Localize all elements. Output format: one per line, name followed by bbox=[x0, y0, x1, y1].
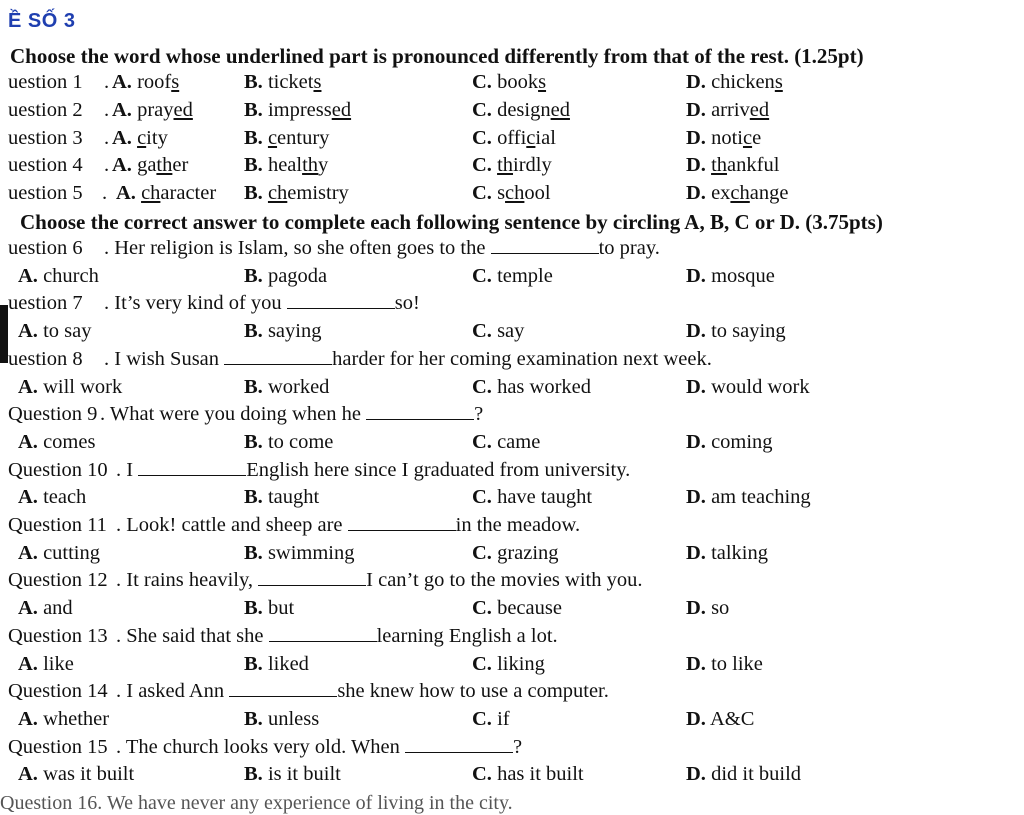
cut-off-question: Question 16. We have never any experience of living in the city. bbox=[0, 792, 513, 814]
question-number: Question 13 bbox=[8, 624, 108, 647]
option-letter: B. bbox=[244, 154, 263, 177]
option-text: am teaching bbox=[711, 486, 811, 509]
option-letter: B. bbox=[244, 71, 263, 93]
option-letter: B. bbox=[244, 375, 263, 398]
option-a[interactable] bbox=[116, 182, 216, 205]
option-text: worked bbox=[267, 375, 330, 398]
question-number: Question 9 bbox=[8, 403, 98, 426]
word-part: noti bbox=[711, 126, 743, 149]
option-text: was it built bbox=[43, 763, 135, 786]
answer-blank[interactable] bbox=[348, 514, 456, 531]
option-a[interactable] bbox=[18, 653, 74, 676]
option-text: would work bbox=[711, 375, 810, 398]
option-a[interactable] bbox=[18, 486, 86, 509]
underlined-part: c bbox=[526, 126, 536, 149]
option-letter: C. bbox=[472, 763, 492, 786]
sentence-after-blank: ? bbox=[513, 735, 523, 758]
option-b[interactable] bbox=[244, 320, 321, 343]
option-b[interactable] bbox=[244, 376, 329, 399]
option-letter: A. bbox=[112, 71, 132, 93]
option-letter: B. bbox=[244, 707, 263, 730]
option-b[interactable] bbox=[244, 597, 294, 620]
options-row bbox=[0, 376, 1024, 402]
word-part: design bbox=[497, 98, 551, 121]
section-1-heading: Choose the word whose underlined part is pronounced differently from that of the rest. (1.25pt) bbox=[10, 44, 864, 68]
word-part: book bbox=[497, 71, 539, 93]
option-text: church bbox=[43, 264, 99, 287]
question-row bbox=[0, 127, 1024, 153]
option-text: is it built bbox=[267, 763, 341, 786]
underlined-part: ch bbox=[505, 182, 525, 205]
option-c[interactable] bbox=[472, 265, 553, 288]
option-letter: B. bbox=[244, 182, 263, 205]
option-b[interactable] bbox=[244, 708, 319, 731]
option-letter: D. bbox=[686, 486, 706, 509]
option-c[interactable] bbox=[472, 376, 591, 399]
question-sentence: . It rains heavily, I can’t go to the movies with you. bbox=[116, 569, 643, 592]
underlined-part: ch bbox=[267, 182, 288, 205]
question-number: Question 12 bbox=[8, 569, 108, 592]
word-part: ga bbox=[137, 154, 157, 177]
option-c[interactable] bbox=[472, 182, 551, 205]
question-number: uestion 1 bbox=[8, 71, 83, 93]
option-d[interactable] bbox=[686, 653, 763, 676]
option-b[interactable] bbox=[244, 431, 333, 454]
options-row bbox=[0, 763, 1024, 789]
option-d[interactable] bbox=[686, 182, 788, 205]
option-d[interactable] bbox=[686, 486, 811, 509]
option-c[interactable] bbox=[472, 653, 545, 676]
underlined-part: s bbox=[171, 71, 180, 93]
option-text: so bbox=[711, 597, 730, 620]
option-a[interactable] bbox=[112, 154, 188, 177]
question-dot: . bbox=[104, 71, 110, 93]
option-letter: A. bbox=[18, 652, 38, 675]
sentence-after-blank: to pray. bbox=[598, 237, 660, 259]
option-letter: B. bbox=[244, 320, 263, 343]
option-b[interactable] bbox=[244, 99, 351, 122]
question-row bbox=[0, 182, 1024, 208]
option-letter: C. bbox=[472, 126, 492, 149]
question-row bbox=[0, 237, 1024, 263]
word-part: ial bbox=[535, 126, 556, 149]
underlined-part: th bbox=[302, 154, 319, 177]
option-c[interactable] bbox=[472, 486, 592, 509]
option-text: and bbox=[43, 597, 73, 620]
word-part: er bbox=[172, 154, 189, 177]
option-d[interactable] bbox=[686, 708, 754, 731]
option-d[interactable] bbox=[686, 127, 761, 150]
option-letter: A. bbox=[18, 763, 38, 786]
option-text: to come bbox=[267, 430, 334, 453]
option-b[interactable] bbox=[244, 265, 327, 288]
option-letter: B. bbox=[244, 652, 263, 675]
question-sentence: . I wish Susan harder for her coming examination next week. bbox=[104, 347, 712, 370]
question-sentence: . The church looks very old. When ? bbox=[116, 735, 523, 758]
option-text: teach bbox=[43, 486, 87, 509]
sentence-after-blank: English here since I graduated from university. bbox=[246, 458, 631, 481]
question-dot: . bbox=[104, 98, 110, 121]
word-part: entury bbox=[277, 126, 330, 149]
underlined-part: ch bbox=[141, 182, 161, 205]
option-letter: D. bbox=[686, 264, 706, 287]
word-part: y bbox=[318, 154, 329, 177]
question-sentence: . What were you doing when he ? bbox=[100, 403, 484, 426]
option-letter: B. bbox=[244, 430, 263, 453]
option-letter: C. bbox=[472, 71, 492, 93]
option-letter: D. bbox=[686, 763, 706, 786]
option-c[interactable] bbox=[472, 71, 546, 94]
question-number: Question 15 bbox=[8, 735, 108, 758]
word-part: offi bbox=[497, 126, 527, 149]
question-sentence: . Look! cattle and sheep are in the meadow. bbox=[116, 514, 581, 536]
option-d[interactable] bbox=[686, 71, 783, 94]
option-c[interactable] bbox=[472, 320, 524, 343]
word-part: emistry bbox=[287, 182, 349, 205]
question-dot: . bbox=[102, 182, 108, 205]
option-text: pagoda bbox=[267, 264, 328, 287]
option-letter: A. bbox=[18, 597, 38, 620]
option-text: will work bbox=[43, 375, 123, 398]
option-letter: A. bbox=[18, 320, 38, 343]
option-a[interactable] bbox=[18, 320, 91, 343]
underlined-part: s bbox=[313, 71, 322, 93]
option-b[interactable] bbox=[244, 71, 321, 94]
option-b[interactable] bbox=[244, 127, 329, 150]
underlined-part: ch bbox=[730, 182, 750, 205]
option-text: liked bbox=[267, 652, 309, 675]
answer-blank[interactable] bbox=[269, 625, 377, 642]
underlined-part: s bbox=[774, 71, 783, 93]
options-row bbox=[0, 542, 1024, 568]
option-letter: D. bbox=[686, 430, 706, 453]
option-c[interactable] bbox=[472, 99, 570, 122]
options-row bbox=[0, 486, 1024, 512]
option-text: say bbox=[497, 320, 525, 343]
word-part: roof bbox=[137, 71, 172, 93]
question-number: uestion 3 bbox=[8, 126, 83, 149]
option-text: because bbox=[497, 597, 562, 620]
option-text: taught bbox=[267, 486, 320, 509]
option-c[interactable] bbox=[472, 154, 552, 177]
options-row bbox=[0, 431, 1024, 457]
question-row bbox=[0, 403, 1024, 429]
option-d[interactable] bbox=[686, 763, 801, 786]
options-row bbox=[0, 320, 1024, 346]
option-letter: A. bbox=[18, 707, 38, 730]
option-text: if bbox=[497, 707, 510, 730]
question-number: uestion 7 bbox=[8, 292, 83, 315]
question-row bbox=[0, 569, 1024, 595]
word-part: pray bbox=[137, 98, 174, 121]
underlined-part: ed bbox=[173, 98, 193, 121]
word-part: ex bbox=[711, 182, 731, 205]
option-letter: D. bbox=[686, 707, 706, 730]
options-row bbox=[0, 265, 1024, 291]
options-row bbox=[0, 708, 1024, 734]
underlined-part: th bbox=[156, 154, 173, 177]
option-text: but bbox=[267, 597, 295, 620]
option-letter: D. bbox=[686, 154, 706, 177]
option-letter: C. bbox=[472, 430, 492, 453]
option-a[interactable] bbox=[18, 597, 73, 620]
option-letter: C. bbox=[472, 154, 492, 177]
question-sentence: . She said that she learning English a lot. bbox=[116, 624, 558, 647]
option-letter: A. bbox=[112, 98, 132, 121]
answer-blank[interactable] bbox=[287, 292, 395, 309]
question-number: uestion 8 bbox=[8, 347, 83, 370]
option-text: mosque bbox=[711, 264, 775, 287]
option-c[interactable] bbox=[472, 597, 562, 620]
option-text: coming bbox=[711, 430, 773, 453]
option-b[interactable] bbox=[244, 653, 309, 676]
option-text: to say bbox=[43, 320, 92, 343]
sentence-after-blank: in the meadow. bbox=[455, 514, 581, 536]
option-b[interactable] bbox=[244, 182, 349, 205]
option-letter: C. bbox=[472, 264, 492, 287]
option-letter: B. bbox=[244, 763, 263, 786]
option-letter: D. bbox=[686, 126, 706, 149]
option-text: swimming bbox=[267, 541, 355, 564]
option-a[interactable] bbox=[18, 763, 134, 786]
word-part: ool bbox=[524, 182, 551, 205]
sentence-before-blank: It’s very kind of you bbox=[114, 292, 287, 315]
option-letter: B. bbox=[244, 597, 263, 620]
option-text: like bbox=[43, 652, 74, 675]
sentence-after-blank: harder for her coming examination next week. bbox=[332, 347, 712, 370]
question-sentence: . It’s very kind of you so! bbox=[104, 292, 420, 315]
option-text: cutting bbox=[43, 541, 100, 564]
question-row bbox=[0, 348, 1024, 374]
option-b[interactable] bbox=[244, 763, 341, 786]
sentence-before-blank: Look! cattle and sheep are bbox=[126, 514, 348, 536]
option-a[interactable] bbox=[18, 542, 100, 565]
sentence-before-blank: Her religion is Islam, so she often goes to the bbox=[114, 237, 491, 259]
option-d[interactable] bbox=[686, 376, 810, 399]
sentence-before-blank: She said that she bbox=[126, 624, 269, 647]
option-letter: D. bbox=[686, 71, 706, 93]
option-letter: C. bbox=[472, 597, 492, 620]
answer-blank[interactable] bbox=[491, 237, 599, 254]
answer-blank[interactable] bbox=[229, 680, 337, 697]
sentence-after-blank: ? bbox=[474, 403, 484, 426]
question-number: Question 14 bbox=[8, 680, 108, 703]
word-part: heal bbox=[267, 154, 303, 177]
sentence-before-blank: I asked Ann bbox=[126, 680, 230, 703]
sentence-before-blank: What were you doing when he bbox=[109, 403, 367, 426]
answer-blank[interactable] bbox=[224, 348, 332, 365]
option-letter: A. bbox=[18, 264, 38, 287]
question-row bbox=[0, 71, 1024, 97]
option-text: came bbox=[497, 430, 541, 453]
option-d[interactable] bbox=[686, 597, 729, 620]
underlined-part: s bbox=[538, 71, 547, 93]
answer-blank[interactable] bbox=[405, 736, 513, 753]
option-letter: B. bbox=[244, 98, 263, 121]
sentence-after-blank: she knew how to use a computer. bbox=[337, 680, 609, 703]
options-row bbox=[0, 597, 1024, 623]
option-c[interactable] bbox=[472, 431, 540, 454]
option-letter: B. bbox=[244, 126, 263, 149]
option-a[interactable] bbox=[18, 376, 122, 399]
option-d[interactable] bbox=[686, 99, 769, 122]
option-letter: C. bbox=[472, 486, 492, 509]
word-part: e bbox=[752, 126, 762, 149]
option-letter: C. bbox=[472, 707, 492, 730]
option-text: has it built bbox=[497, 763, 584, 786]
option-letter: A. bbox=[18, 541, 38, 564]
option-letter: B. bbox=[244, 541, 263, 564]
option-c[interactable] bbox=[472, 763, 584, 786]
word-part: ankful bbox=[727, 154, 780, 177]
option-text: to like bbox=[711, 652, 763, 675]
option-a[interactable] bbox=[112, 99, 193, 122]
sentence-before-blank: I bbox=[126, 458, 139, 481]
question-row bbox=[0, 625, 1024, 651]
option-letter: C. bbox=[472, 182, 492, 205]
question-sentence: . Her religion is Islam, so she often goes to the to pray. bbox=[104, 237, 660, 259]
underlined-part: th bbox=[711, 154, 728, 177]
question-number: uestion 4 bbox=[8, 154, 83, 177]
underlined-part: c bbox=[742, 126, 753, 149]
word-part: irdly bbox=[513, 154, 552, 177]
option-b[interactable] bbox=[244, 542, 355, 565]
option-letter: A. bbox=[112, 126, 132, 149]
question-row bbox=[0, 154, 1024, 180]
question-dot: . bbox=[104, 126, 110, 149]
option-text: did it build bbox=[711, 763, 802, 786]
question-sentence: . I asked Ann she knew how to use a computer. bbox=[116, 680, 609, 703]
option-a[interactable] bbox=[18, 431, 95, 454]
word-part: ticket bbox=[267, 71, 314, 93]
question-row bbox=[0, 736, 1024, 762]
question-number: uestion 6 bbox=[8, 237, 83, 259]
underlined-part: ed bbox=[550, 98, 570, 121]
sentence-before-blank: The church looks very old. When bbox=[125, 735, 406, 758]
word-part: arriv bbox=[711, 98, 750, 121]
underlined-part: c bbox=[137, 126, 147, 149]
option-a[interactable] bbox=[18, 708, 109, 731]
option-letter: C. bbox=[472, 541, 492, 564]
question-number: Question 11 bbox=[8, 514, 107, 536]
word-part: ity bbox=[146, 126, 168, 149]
option-d[interactable] bbox=[686, 154, 779, 177]
underlined-part: c bbox=[267, 126, 278, 149]
option-text: unless bbox=[267, 707, 320, 730]
sentence-before-blank: I wish Susan bbox=[114, 347, 225, 370]
word-part: chicken bbox=[711, 71, 775, 93]
option-letter: A. bbox=[18, 430, 38, 453]
word-part: aracter bbox=[160, 182, 217, 205]
option-letter: A. bbox=[112, 154, 132, 177]
option-letter: D. bbox=[686, 182, 706, 205]
option-letter: C. bbox=[472, 375, 492, 398]
underlined-part: ed bbox=[331, 98, 352, 121]
option-letter: D. bbox=[686, 375, 706, 398]
option-text: comes bbox=[43, 430, 96, 453]
question-number: Question 10 bbox=[8, 458, 108, 481]
option-b[interactable] bbox=[244, 154, 328, 177]
option-text: liking bbox=[497, 652, 545, 675]
option-a[interactable] bbox=[112, 71, 179, 94]
option-c[interactable] bbox=[472, 542, 559, 565]
option-letter: C. bbox=[472, 652, 492, 675]
question-row bbox=[0, 99, 1024, 125]
option-text: to saying bbox=[711, 320, 786, 343]
option-text: talking bbox=[711, 541, 768, 564]
option-text: whether bbox=[43, 707, 110, 730]
section-2-heading: Choose the correct answer to complete each following sentence by circling A, B, C or D. (3.75pts) bbox=[20, 210, 883, 234]
option-c[interactable] bbox=[472, 708, 510, 731]
option-c[interactable] bbox=[472, 127, 556, 150]
option-d[interactable] bbox=[686, 542, 768, 565]
sentence-after-blank: I can’t go to the movies with you. bbox=[366, 569, 643, 592]
answer-blank[interactable] bbox=[366, 403, 474, 420]
underlined-part: th bbox=[497, 154, 514, 177]
option-letter: D. bbox=[686, 541, 706, 564]
option-letter: D. bbox=[686, 98, 706, 121]
option-text: has worked bbox=[497, 375, 591, 398]
underlined-part: ed bbox=[749, 98, 770, 121]
option-text: grazing bbox=[497, 541, 559, 564]
answer-blank[interactable] bbox=[258, 569, 366, 586]
option-a[interactable] bbox=[112, 127, 168, 150]
option-d[interactable] bbox=[686, 320, 786, 343]
option-text: A&C bbox=[709, 707, 755, 730]
question-row bbox=[0, 514, 1024, 540]
option-letter: C. bbox=[472, 320, 492, 343]
option-text: temple bbox=[497, 264, 553, 287]
question-row bbox=[0, 459, 1024, 485]
option-letter: D. bbox=[686, 597, 706, 620]
sentence-after-blank: so! bbox=[394, 292, 420, 315]
option-d[interactable] bbox=[686, 265, 775, 288]
option-letter: B. bbox=[244, 264, 263, 287]
word-part: s bbox=[497, 182, 506, 205]
question-row bbox=[0, 680, 1024, 706]
option-letter: A. bbox=[18, 486, 38, 509]
question-sentence: . I English here since I graduated from university. bbox=[116, 458, 631, 481]
page-title: Ề SỐ 3 bbox=[8, 10, 76, 32]
word-part: ange bbox=[749, 182, 789, 205]
question-dot: . bbox=[104, 154, 110, 177]
option-b[interactable] bbox=[244, 486, 319, 509]
option-letter: A. bbox=[116, 182, 136, 205]
question-number: uestion 2 bbox=[8, 98, 83, 121]
option-text: have taught bbox=[497, 486, 593, 509]
option-letter: D. bbox=[686, 652, 706, 675]
option-letter: D. bbox=[686, 320, 706, 343]
option-d[interactable] bbox=[686, 431, 773, 454]
option-letter: A. bbox=[18, 375, 38, 398]
sentence-before-blank: It rains heavily, bbox=[126, 569, 259, 592]
word-part: impress bbox=[267, 98, 332, 121]
option-a[interactable] bbox=[18, 265, 99, 288]
question-number: uestion 5 bbox=[8, 182, 83, 205]
sentence-after-blank: learning English a lot. bbox=[376, 624, 558, 647]
answer-blank[interactable] bbox=[138, 459, 246, 476]
option-letter: C. bbox=[472, 98, 492, 121]
question-row bbox=[0, 292, 1024, 318]
option-letter: B. bbox=[244, 486, 263, 509]
options-row bbox=[0, 653, 1024, 679]
option-text: saying bbox=[267, 320, 322, 343]
